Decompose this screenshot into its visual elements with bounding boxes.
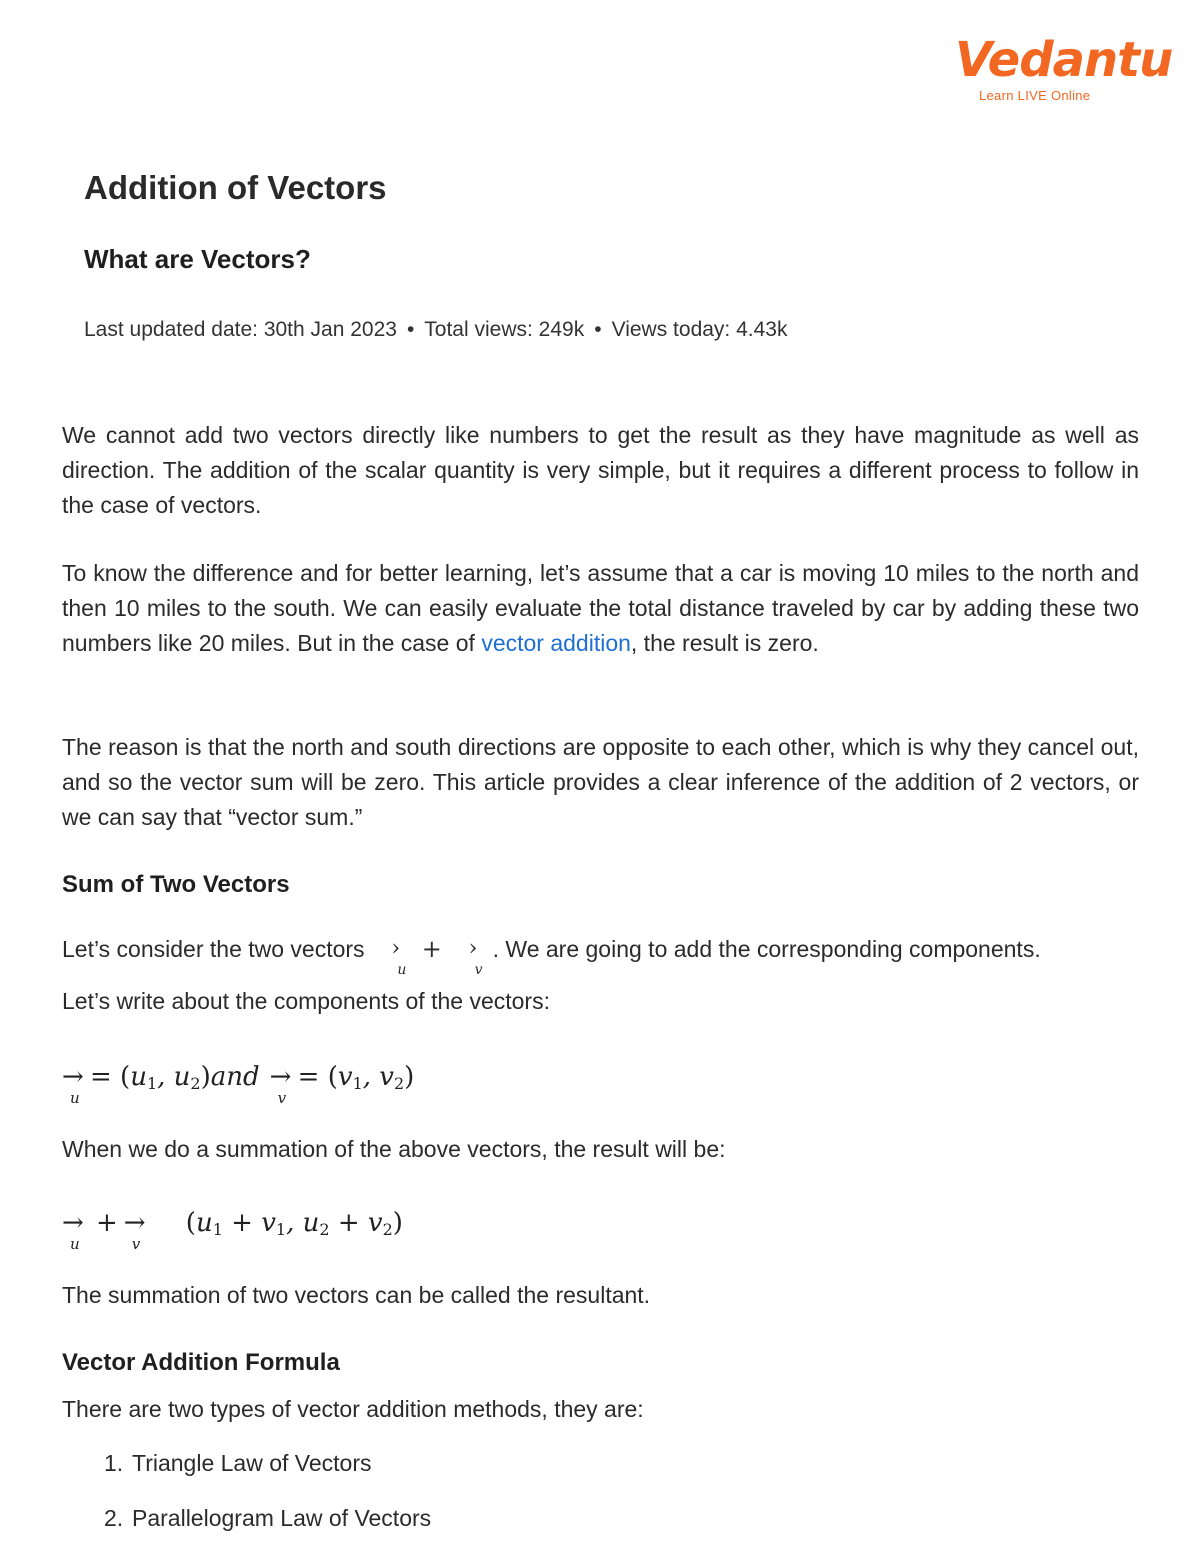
vector-u: → u (62, 1062, 84, 1107)
total-views: Total views: 249k (424, 318, 585, 341)
resultant-line: The summation of two vectors can be called the resultant. (62, 1282, 651, 1308)
example-paragraph (62, 556, 1139, 661)
reason-paragraph: The reason is that the north and south directions are opposite to each other, which is why they cancel out, and so the vector sum will be zero. This article provides a clear inference of the addition of 2 vectors, or we can say that “vector sum.” (62, 734, 1139, 830)
vector-u: → u (62, 1208, 84, 1253)
right-arrow-icon: → (123, 1208, 146, 1238)
right-arrow-icon: → (62, 1062, 84, 1092)
arrow-icon: › (468, 936, 478, 961)
right-arrow-icon: → (269, 1062, 292, 1092)
arrow-icon: › (391, 936, 401, 961)
list-label: Parallelogram Law of Vectors (132, 1505, 432, 1531)
article-meta (84, 316, 787, 344)
list-item (104, 1503, 431, 1533)
and-word: and (210, 1062, 260, 1092)
vector-v: → v (269, 1062, 292, 1107)
plus-sign: + (96, 1208, 118, 1238)
plus-sign: + (421, 935, 442, 963)
page-title: Addition of Vectors (84, 169, 387, 206)
types-line: There are two types of vector addition methods, they are: (62, 1396, 644, 1422)
section-heading-sum: Sum of Two Vectors (62, 871, 290, 898)
section-heading-formula: Vector Addition Formula (62, 1349, 340, 1376)
vector-u-inline: › u (391, 936, 407, 978)
consider-line (62, 934, 1041, 978)
logo-tagline: Learn LIVE Online (979, 88, 1091, 103)
vector-v: → v (123, 1208, 146, 1253)
sum-equation: → u + → v ($u_1 + v_1$, $u_2 + v_2$) (62, 1208, 403, 1253)
consider-text-end: . We are going to add the corresponding components. (492, 936, 1041, 962)
list-number: 2. (104, 1505, 124, 1531)
meta-separator: • (406, 318, 415, 341)
summation-line: When we do a summation of the above vectors, the result will be: (62, 1136, 726, 1162)
vector-addition-link[interactable]: vector addition (481, 630, 631, 656)
vector-v-inline: › v (468, 936, 483, 978)
example-paragraph-start: To know the difference and for better learning, let’s assume that a car is moving 10 miles to the north and then 10 miles to the south. We can easily evaluate the total distance traveled by car by adding these two numbers like 20 miles. But in the case of (62, 560, 1139, 656)
vedantu-logo[interactable] (955, 32, 1173, 112)
example-paragraph-end: , the result is zero. (630, 630, 819, 656)
list-label: Triangle Law of Vectors (132, 1450, 372, 1476)
intro-paragraph: We cannot add two vectors directly like numbers to get the result as they have magnitude as well as direction. The addition of the scalar quantity is very simple, but it requires a different process to follow in the case of vectors. (62, 422, 1139, 518)
page-subtitle: What are Vectors? (84, 244, 311, 274)
views-today: Views today: 4.43k (611, 318, 788, 341)
last-updated-date: Last updated date: 30th Jan 2023 (84, 318, 397, 341)
list-number: 1. (104, 1450, 124, 1476)
meta-separator: • (594, 318, 602, 341)
components-line: Let’s write about the components of the vectors: (62, 988, 550, 1014)
list-item (104, 1448, 372, 1478)
logo-wordmark: Vedantu (955, 32, 1173, 88)
consider-text: Let’s consider the two vectors (62, 936, 365, 962)
components-equation: → u = ($u_1$, $u_2)and$ → v = ($v_1$, $v_2$) (62, 1062, 415, 1107)
right-arrow-icon: → (62, 1208, 84, 1238)
